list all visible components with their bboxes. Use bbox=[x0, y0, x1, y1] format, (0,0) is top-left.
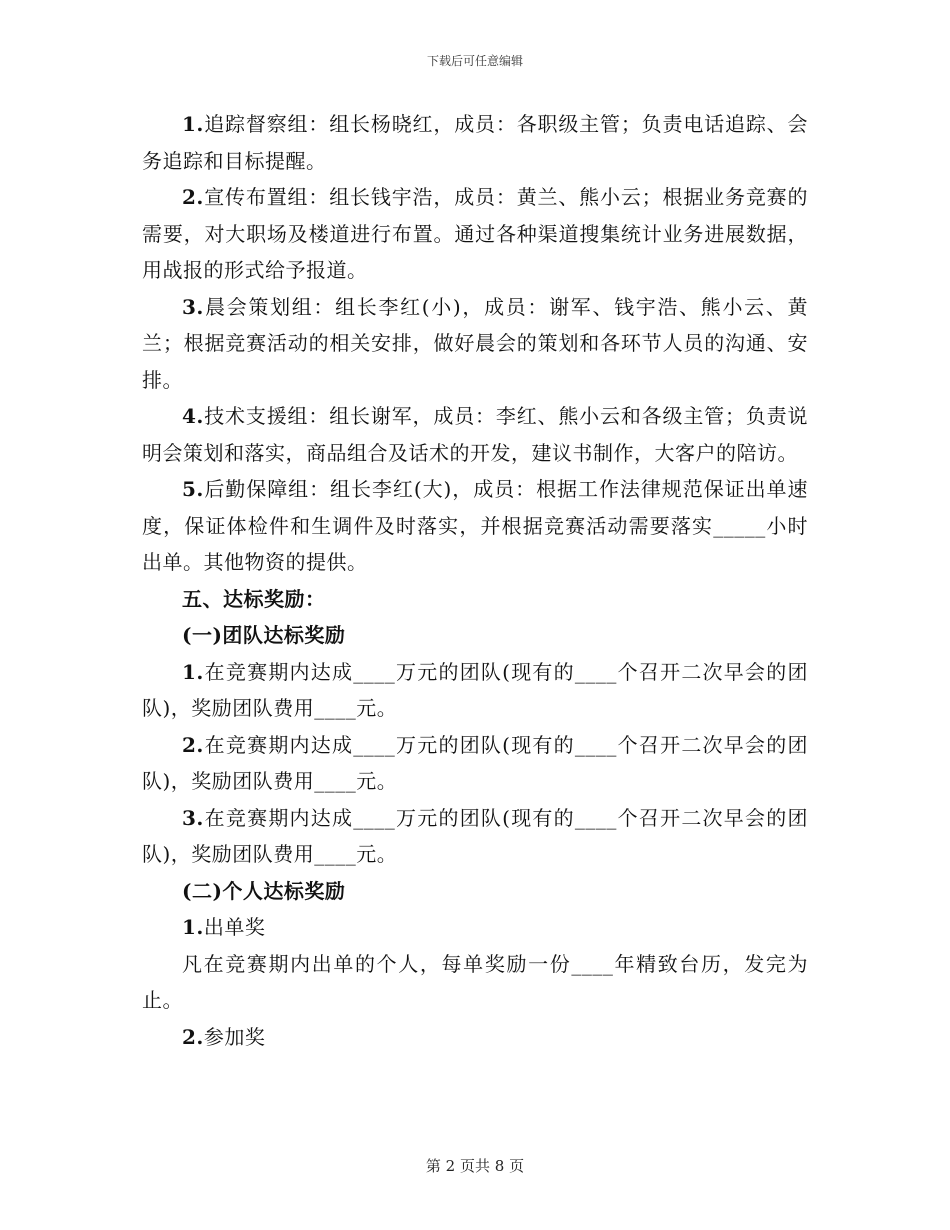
paragraph-tracking-group bbox=[142, 106, 808, 179]
section-heading-rewards bbox=[142, 581, 808, 618]
paragraph-text: 技术支援组：组长谢军，成员：李红、熊小云和各级主管；负责说明会策划和落实，商品组合及话术的开发，建议书制作，大客户的陪访。 bbox=[142, 404, 808, 465]
item-number: 3. bbox=[182, 805, 204, 830]
paragraph-text: 后勤保障组：组长李红(大)，成员：根据工作法律规范保证出单速度，保证体检件和生调件及时落实，并根据竞赛活动需要落实_____小时出单。其他物资的提供。 bbox=[142, 477, 808, 574]
paragraph-text: 晨会策划组：组长李红(小)，成员：谢军、钱宇浩、熊小云、黄兰；根据竞赛活动的相关安排，做好晨会的策划和各环节人员的沟通、安排。 bbox=[142, 294, 808, 392]
paragraph-morning-meeting-group bbox=[142, 289, 808, 399]
page-number: 第 2 页共 8 页 bbox=[425, 1157, 525, 1175]
item-number: 1. bbox=[182, 915, 204, 939]
item-number: 5. bbox=[182, 477, 204, 501]
paragraph-team-reward-2 bbox=[142, 727, 808, 800]
heading-text: (二)个人达标奖励 bbox=[182, 878, 346, 903]
subsection-heading-team-rewards bbox=[142, 617, 808, 654]
paragraph-text: 在竞赛期内达成____万元的团队(现有的____个召开二次早会的团队)，奖励团队费用____元。 bbox=[142, 805, 808, 866]
item-number: 4. bbox=[182, 404, 204, 428]
paragraph-logistics-group bbox=[142, 471, 808, 581]
item-number: 1. bbox=[182, 112, 204, 136]
paragraph-promotion-group bbox=[142, 179, 808, 289]
item-number: 2. bbox=[182, 732, 204, 757]
item-number: 1. bbox=[182, 659, 204, 684]
paragraph-team-reward-1 bbox=[142, 654, 808, 727]
paragraph-text: 在竞赛期内达成____万元的团队(现有的____个召开二次早会的团队)，奖励团队费用____元。 bbox=[142, 732, 808, 793]
subsection-heading-individual-rewards bbox=[142, 873, 808, 910]
paragraph-tech-support-group bbox=[142, 398, 808, 471]
paragraph-team-reward-3 bbox=[142, 800, 808, 873]
paragraph-text: 宣传布置组：组长钱宇浩，成员：黄兰、熊小云；根据业务竞赛的需要，对大职场及楼道进行布置。通过各种渠道搜集统计业务进展数据，用战报的形式给予报道。 bbox=[142, 185, 808, 282]
paragraph-text: 追踪督察组：组长杨晓红，成员：各职级主管；负责电话追踪、会务追踪和目标提醒。 bbox=[142, 112, 808, 173]
heading-text: (一)团队达标奖励 bbox=[182, 623, 346, 647]
heading-text: 五、达标奖励： bbox=[182, 586, 326, 611]
paragraph-order-award-detail bbox=[142, 946, 808, 1019]
item-number: 2. bbox=[182, 185, 204, 209]
page-header-note: 下载后可任意编辑 bbox=[426, 54, 523, 68]
paragraph-participation-award-title bbox=[142, 1019, 808, 1056]
paragraph-text: 参加奖 bbox=[203, 1024, 266, 1049]
document-body bbox=[142, 106, 808, 1055]
paragraph-text: 在竞赛期内达成____万元的团队(现有的____个召开二次早会的团队)，奖励团队费用____元。 bbox=[142, 659, 808, 720]
item-number: 2. bbox=[182, 1024, 204, 1049]
paragraph-text: 凡在竞赛期内出单的个人，每单奖励一份____年精致台历，发完为止。 bbox=[142, 951, 808, 1012]
paragraph-order-award-title bbox=[142, 909, 808, 946]
paragraph-text: 出单奖 bbox=[203, 915, 266, 939]
item-number: 3. bbox=[182, 294, 204, 319]
